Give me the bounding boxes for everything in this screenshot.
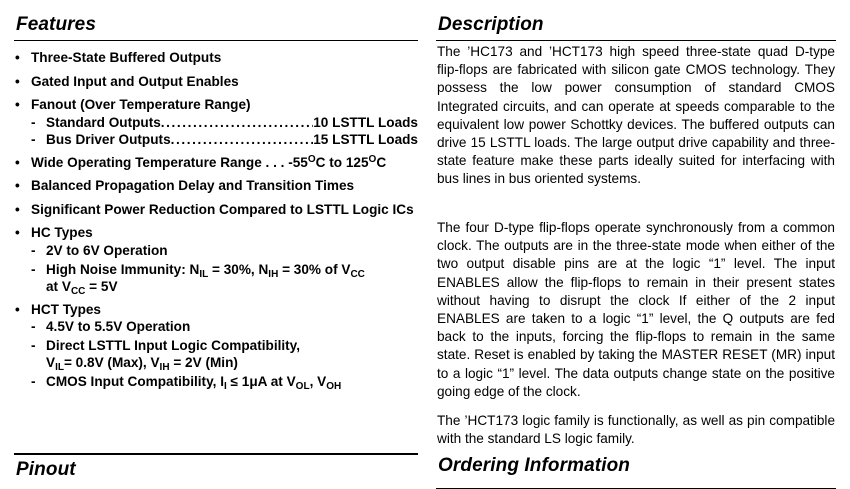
- feature-item: • Fanout (Over Temperature Range): [15, 97, 251, 112]
- pinout-rule: [14, 453, 418, 455]
- hct-direct: - Direct LSTTL Input Logic Compatibility, $V_{IL}= 0.8V$ (Max), $V_{IH} = 2V$ (Min): [31, 338, 300, 373]
- feature-item: • Wide Operating Temperature Range . . . $-55^OC$ to $125^OC$: [15, 153, 387, 170]
- features-list: [14, 49, 418, 390]
- features-rule: [14, 40, 418, 41]
- hct-cmos: - CMOS Input Compatibility, $I_I \le 1\mu A$ at $V_{OL}$, $V_{OH}$: [31, 374, 342, 392]
- description-paragraph: The four D-type flip-flops operate synchronously from a common clock. The outputs are in the three-state mode when either of the two output disable pins are at the logic “1” level. The input ENABLES allow the flip-flops to remain in their present states without having to disrupt the clock If either of the 2 input ENABLES are taken to a logic “1” level, the Q outputs are fed back to the inputs, forcing the flip-flops to remain in the same state. Reset is enabled by taking the MASTER RESET (MR) input to a logic “1” level. The data outputs change state on the positive going edge of the clock.: [437, 220, 835, 399]
- feature-item: • Significant Power Reduction Compared to LSTTL Logic ICs: [15, 201, 414, 217]
- features-heading: Features: [16, 14, 97, 35]
- hct-op: - 4.5V to 5.5V Operation: [31, 319, 191, 334]
- feature-item: • Three-State Buffered Outputs: [15, 50, 222, 65]
- pinout-heading: Pinout: [16, 459, 76, 480]
- hc-noise: - High Noise Immunity: $N_{IL} = 30\%$, $N_{IH} = 30\%$ of $V_{CC}$ at $V_{CC} = 5V$: [31, 261, 365, 297]
- ordering-heading: Ordering Information: [438, 455, 630, 476]
- feature-item: • Balanced Propagation Delay and Transition Times: [15, 178, 355, 193]
- feature-item: • Gated Input and Output Enables: [15, 73, 239, 89]
- description-paragraph: The ’HC173 and ’HCT173 high speed three-state quad D-type flip-flops are fabricated with silicon gate CMOS technology. They possess the low power consumption of standard CMOS Integrated circuits, and can operate at speeds comparable to the equivalent low power Schottky devices. The buffered outputs can drive 15 LSTTL loads. The large output drive capability and three-state feature make these parts ideally suited for interfacing with bus lines in bus oriented systems.: [437, 44, 835, 187]
- fanout-standard: - Standard Outputs ..... 10 LSTTL Loads: [14, 114, 418, 131]
- feature-item: • HCT Types: [15, 301, 101, 317]
- description-paragraph: The ’HCT173 logic family is functionally, as well as pin compatible with the standard LS logic family.: [437, 413, 835, 447]
- hc-op: - 2V to 6V Operation: [31, 242, 168, 258]
- feature-item: • HC Types: [15, 225, 93, 240]
- description-rule: [436, 40, 836, 41]
- fanout-bus: - Bus Driver Outputs ..... 15 LSTTL Loads: [14, 131, 418, 148]
- description-heading: Description: [438, 14, 544, 35]
